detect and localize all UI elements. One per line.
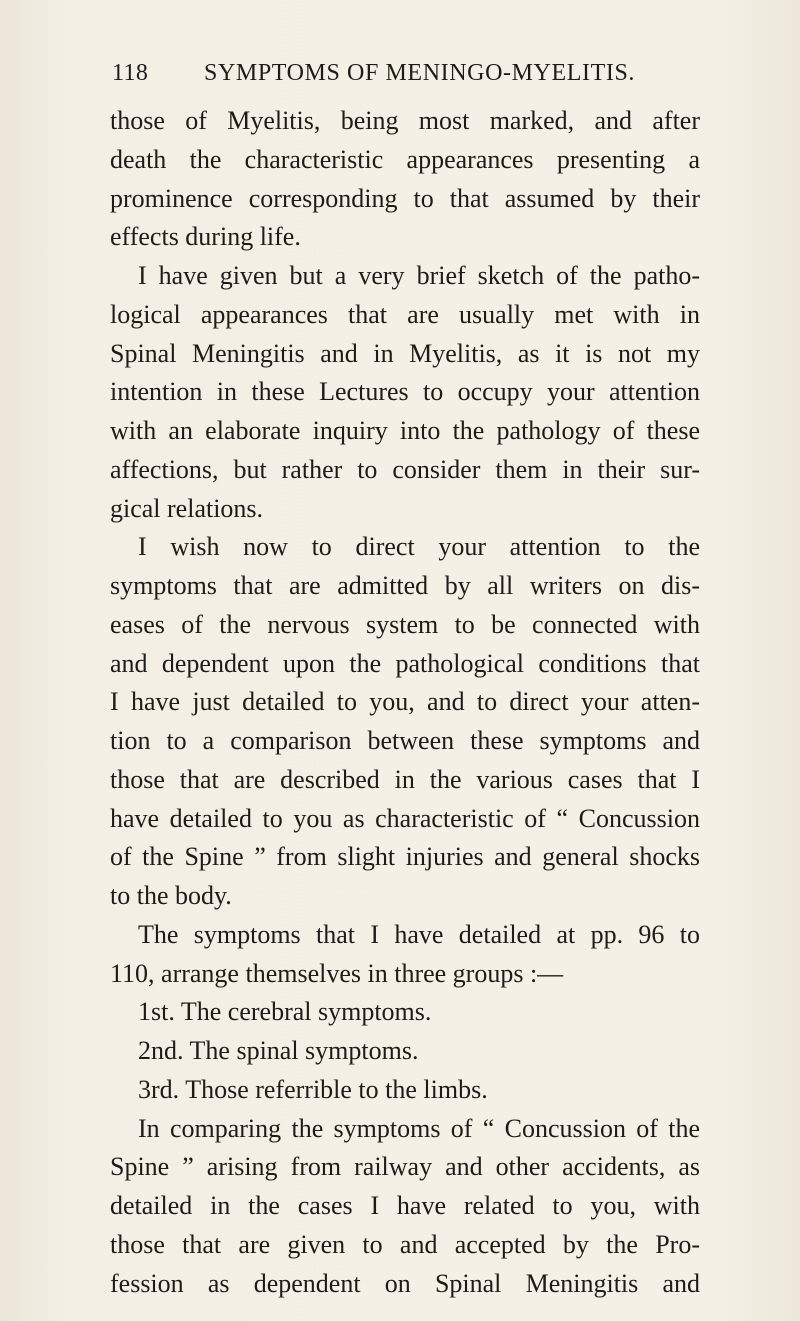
text-line: fession as dependent on Spinal Meningitis and [110, 1268, 700, 1298]
text-line: Spinal Meningitis and in Myelitis, as it is not my [110, 338, 700, 368]
text-line: those that are given to and accepted by the Pro- [110, 1229, 700, 1259]
running-head [0, 60, 800, 96]
text-line: detailed in the cases I have related to you, with [110, 1191, 700, 1220]
text-line: I have just detailed to you, and to direct your atten- [110, 687, 700, 717]
page-number: 118 [112, 60, 149, 86]
text-line: Spine ” arising from railway and other accidents, as [110, 1152, 700, 1182]
text-line: those that are described in the various cases that I [110, 764, 700, 794]
text-line: with an elaborate inquiry into the pathology of these [110, 416, 700, 445]
body-text [110, 102, 700, 1303]
text-line: I have given but a very brief sketch of the patho- [138, 261, 700, 290]
text-line: of the Spine ” from slight injuries and general shocks [110, 842, 700, 872]
text-line: effects during life. [110, 222, 301, 252]
text-line: eases of the nervous system to be connected with [110, 609, 700, 639]
text-line: those of Myelitis, being most marked, and after [110, 106, 700, 135]
text-line: tion to a comparison between these symptoms and [110, 726, 700, 755]
text-line: to the body. [110, 881, 232, 910]
running-head-title: SYMPTOMS OF MENINGO-MYELITIS. [204, 60, 635, 86]
text-line: 2nd. The spinal symptoms. [138, 1036, 419, 1065]
text-line: logical appearances that are usually met with in [110, 299, 700, 329]
text-line: symptoms that are admitted by all writers on dis- [110, 571, 700, 600]
text-line: affections, but rather to consider them in their sur- [110, 454, 700, 484]
text-line: prominence corresponding to that assumed by their [110, 183, 700, 213]
text-line: death the characteristic appearances presenting a [110, 144, 700, 174]
text-line: In comparing the symptoms of “ Concussion of the [138, 1113, 700, 1143]
text-line: 110, arrange themselves in three groups :— [110, 958, 564, 988]
text-line: 1st. The cerebral symptoms. [138, 997, 432, 1027]
text-line: 3rd. Those referrible to the limbs. [138, 1074, 488, 1104]
text-line: and dependent upon the pathological conditions that [110, 648, 700, 678]
text-line: The symptoms that I have detailed at pp. 96 to [138, 919, 700, 949]
text-line: have detailed to you as characteristic of “ Concussion [110, 803, 700, 833]
text-line: intention in these Lectures to occupy your attention [110, 377, 700, 407]
text-line: gical relations. [110, 493, 264, 523]
text-line: I wish now to direct your attention to the [138, 532, 700, 562]
